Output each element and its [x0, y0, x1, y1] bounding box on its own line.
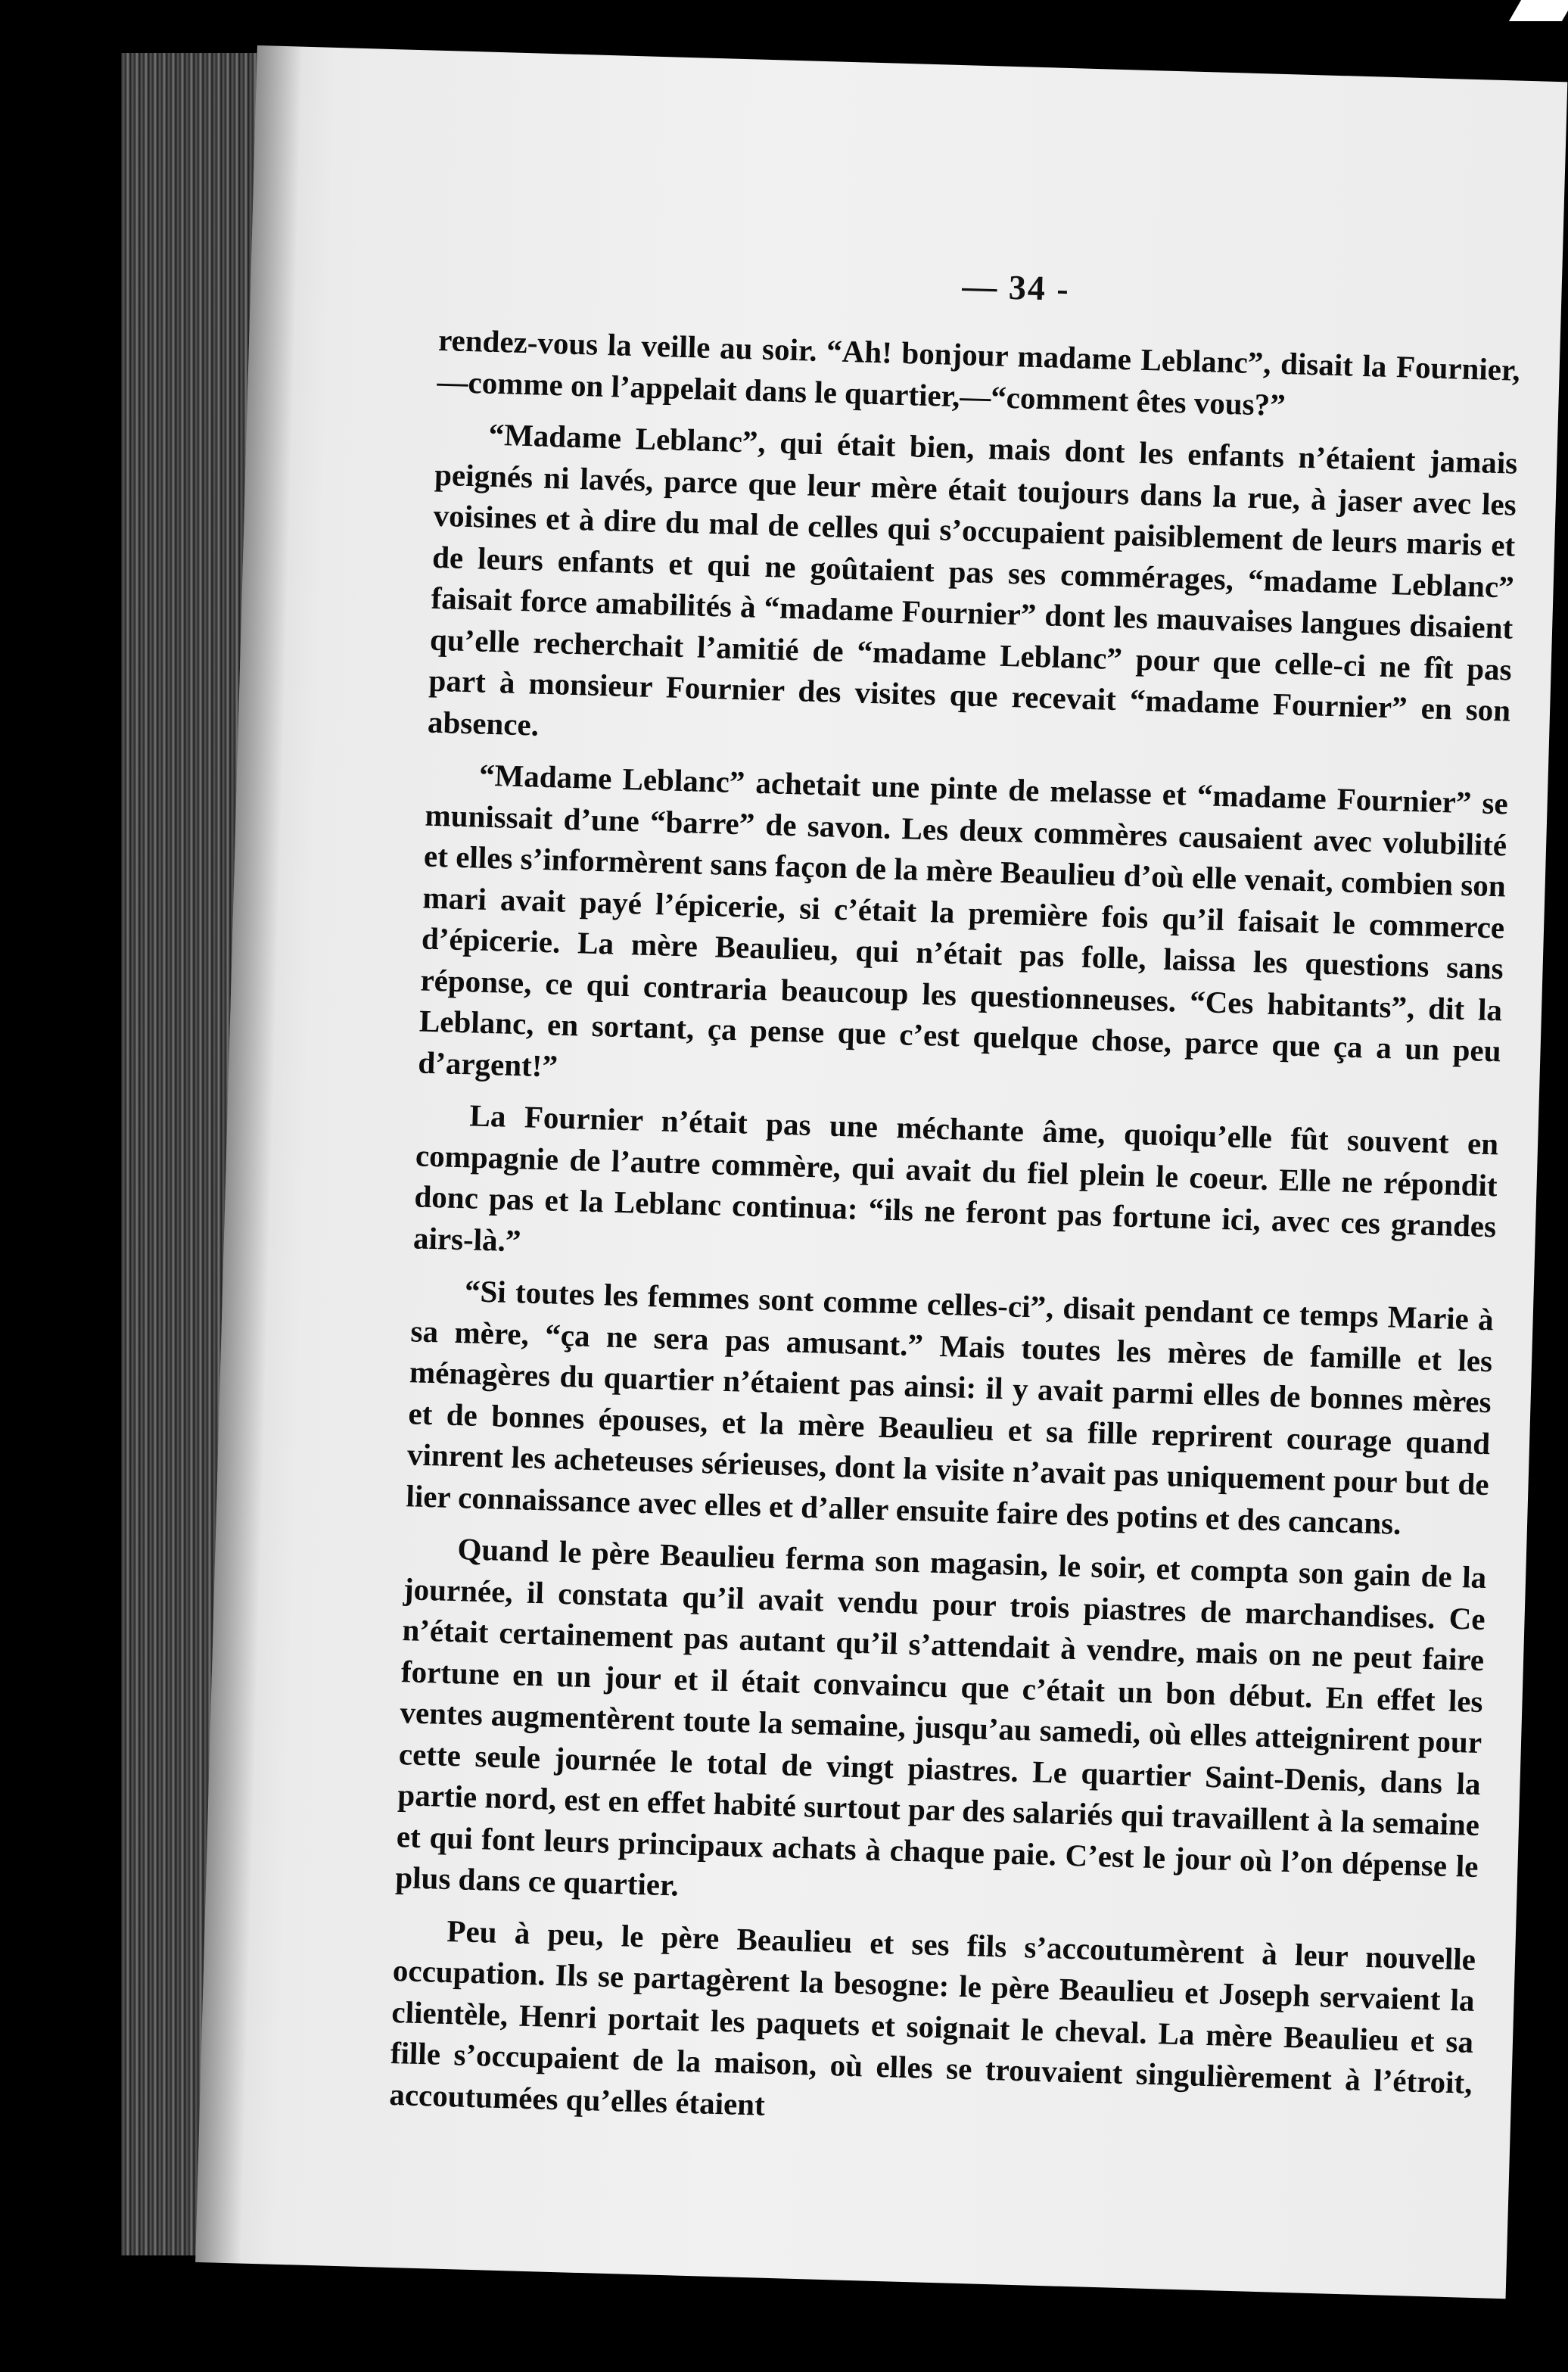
paragraph-2: “Madame Leblanc”, qui était bien, mais dont les enfants n’étaient jamais peignés ni lavés, parce que leur mère était toujours dans la rue, à jaser avec les voisines et à dire du mal de celles qui s’occupaient paisiblement de leurs maris et de leurs enfants et qui ne goûtaient pas ses commérages, “madame Leblanc” faisait force amabilités à “madame Fournier” dont les mauvaises langues disaient qu’elle recherchait l’amitié de “madame Leblanc” pour que celle-ci ne fît pas part à monsieur Fournier des visites que recevait “madame Fournier” en son absence. [427, 416, 1518, 742]
paragraph-4: La Fournier n’était pas une méchante âme, quoiqu’elle fût souvent en compagnie de l’autre commère, qui avait du fiel plein le coeur. Elle ne répondit donc pas et la Leblanc continua: “ils ne feront pas fortune ici, avec ces grandes airs-là.” [412, 1097, 1499, 1258]
paragraph-1: rendez-vous la veille au soir. “Ah! bonjour madame Leblanc”, disait la Fournier,—comme on l’appelait dans le quartier,—“comment êtes vous?” [437, 322, 1521, 422]
scan-corner-artifact [1509, 0, 1568, 21]
page-number: — 34 - [961, 266, 1071, 309]
paragraph-6: Quand le père Beaulieu ferma son magasin, le soir, et compta son gain de la journée, il constata qu’il avait vendu pour trois piastres de marchandises. Ce n’était certainement pas autant qu’il s’attendait à vendre, mais on ne peut faire fortune en un jour et il était convaincu que c’était un bon début. En effet les ventes augmentèrent toute la semaine, jusqu’au samedi, où elles atteignirent pour cette seule journée le total de vingt piastres. Le quartier Saint-Denis, dans la partie nord, est en effet habité surtout par des salariés qui travaillent à la semaine et qui font leurs principaux achats à chaque paie. C’est le jour où l’on dépense le plus dans ce quartier. [394, 1531, 1487, 1903]
paragraph-7: Peu à peu, le père Beaulieu et ses fils s’accoutumèrent à leur nouvelle occupation. Ils se partagèrent la besogne: le père Beaulieu et Joseph servaient la clientèle, Henri portait les paquets et soignait le cheval. La mère Beaulieu et sa fille s’occupaient de la maison, où elles se trouvaient singulièrement à l’étroit, accoutumées qu’elles étaient [388, 1913, 1476, 2122]
page-text [388, 319, 1520, 2156]
book-page [195, 45, 1567, 2299]
paragraph-3: “Madame Leblanc” achetait une pinte de melasse et “madame Fournier” se munissait d’une “barre” de savon. Les deux commères causaient avec volubilité et elles s’informèrent sans façon de la mère Beaulieu d’où elle venait, combien son mari avait payé l’épicerie, si c’était la première fois qu’il faisait le commerce d’épicerie. La mère Beaulieu, qui n’était pas folle, laissa les questions sans réponse, ce qui contraria beaucoup les questionneuses. “Ces habitants”, dit la Leblanc, en sortant, ça pense que c’est quelque chose, parce que ça a un peu d’argent!” [417, 757, 1509, 1084]
paragraph-5: “Si toutes les femmes sont comme celles-ci”, disait pendant ce temps Marie à sa mère, “ça ne sera pas amusant.” Mais toutes les mères de famille et les ménagères du quartier n’étaient pas ainsi: il y avait parmi elles de bonnes mères et de bonnes épouses, et la mère Beaulieu et sa fille reprirent courage quand vinrent les acheteuses sérieuses, dont la visite n’avait pas uniquement pour but de lier connaissance avec elles et d’aller ensuite faire des potins et des cancans. [405, 1273, 1495, 1541]
